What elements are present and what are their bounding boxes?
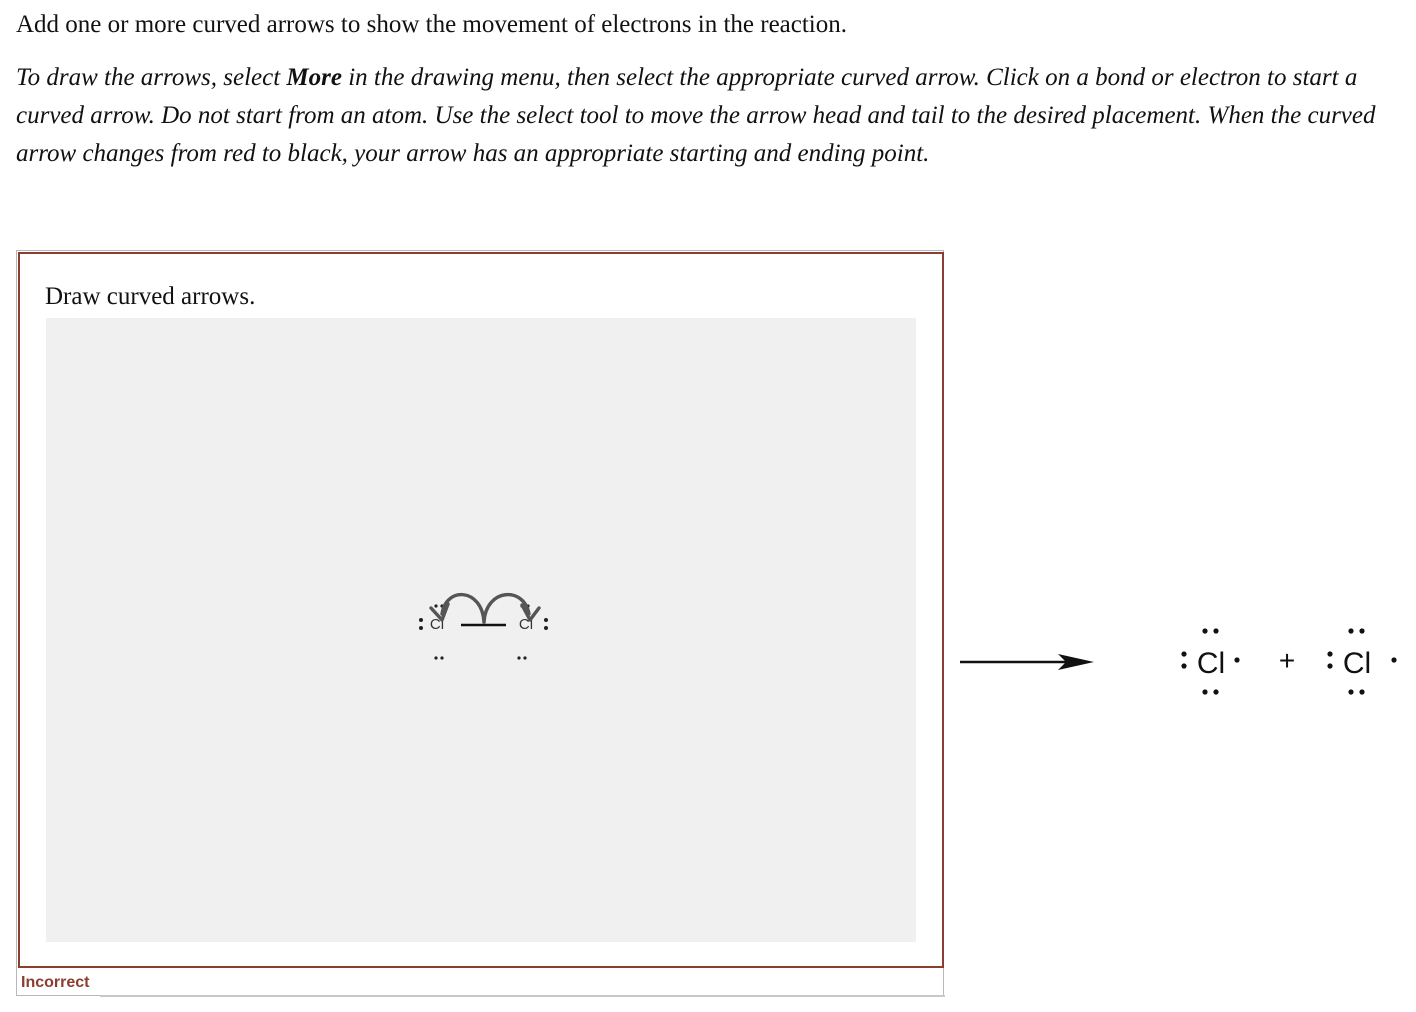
lone-pair-dot bbox=[544, 626, 548, 630]
radical-dot bbox=[1391, 657, 1396, 662]
lone-pair-dot bbox=[1359, 628, 1364, 633]
status-incorrect: Incorrect bbox=[21, 974, 90, 991]
panel-prompt: Draw curved arrows. bbox=[45, 283, 256, 310]
instructions-bold-more: More bbox=[286, 64, 342, 91]
question-instructions bbox=[16, 59, 1401, 173]
status-divider bbox=[100, 995, 945, 997]
products bbox=[1170, 612, 1410, 702]
reactant-atom-left[interactable]: Cl bbox=[429, 616, 445, 633]
lone-pair-dot bbox=[440, 656, 443, 659]
lone-pair-dot bbox=[1327, 651, 1332, 656]
lone-pair-dot bbox=[523, 656, 526, 659]
lone-pair-dot bbox=[1348, 628, 1353, 633]
radical-dot bbox=[1234, 657, 1239, 662]
lone-pair-dot bbox=[1202, 628, 1207, 633]
product-atom-2: Cl bbox=[1342, 647, 1372, 680]
lone-pair-dot bbox=[434, 656, 437, 659]
lone-pair-dot bbox=[1213, 628, 1218, 633]
instructions-text-2: in the drawing menu, then select the appropriate curved arrow. Click on a bond or electron to start a curved arrow. Do not start from an atom. Use the select tool to move the arrow head and tail to the desired placement. When the curved arrow changes from red to black, your arrow has an appropriate starting and ending point. bbox=[16, 64, 1376, 167]
lone-pair-dot bbox=[1213, 689, 1218, 694]
lone-pair-dot bbox=[1327, 663, 1332, 668]
reactant-atom-right[interactable]: Cl bbox=[518, 616, 534, 633]
instructions-text-1: To draw the arrows, select bbox=[16, 64, 287, 91]
drawing-canvas[interactable] bbox=[46, 318, 916, 942]
product-atom-1: Cl bbox=[1196, 647, 1226, 680]
lone-pair-dot bbox=[434, 604, 437, 607]
lone-pair-dot bbox=[517, 656, 520, 659]
lone-pair-dot bbox=[1359, 689, 1364, 694]
lone-pair-dot bbox=[419, 618, 423, 622]
curved-arrow-icon[interactable] bbox=[484, 595, 539, 622]
lone-pair-dot bbox=[544, 618, 548, 622]
lone-pair-dot bbox=[1181, 651, 1186, 656]
reactant-molecule bbox=[46, 318, 916, 942]
right-arrow-icon bbox=[958, 650, 1098, 674]
curved-arrow-icon[interactable] bbox=[431, 595, 484, 622]
lone-pair-dot bbox=[419, 626, 423, 630]
lone-pair-dot bbox=[1202, 689, 1207, 694]
lone-pair-dot bbox=[1348, 689, 1353, 694]
question-title: Add one or more curved arrows to show the movement of electrons in the reaction. bbox=[16, 11, 847, 38]
plus-sign: + bbox=[1278, 645, 1296, 676]
lone-pair-dot bbox=[1181, 663, 1186, 668]
